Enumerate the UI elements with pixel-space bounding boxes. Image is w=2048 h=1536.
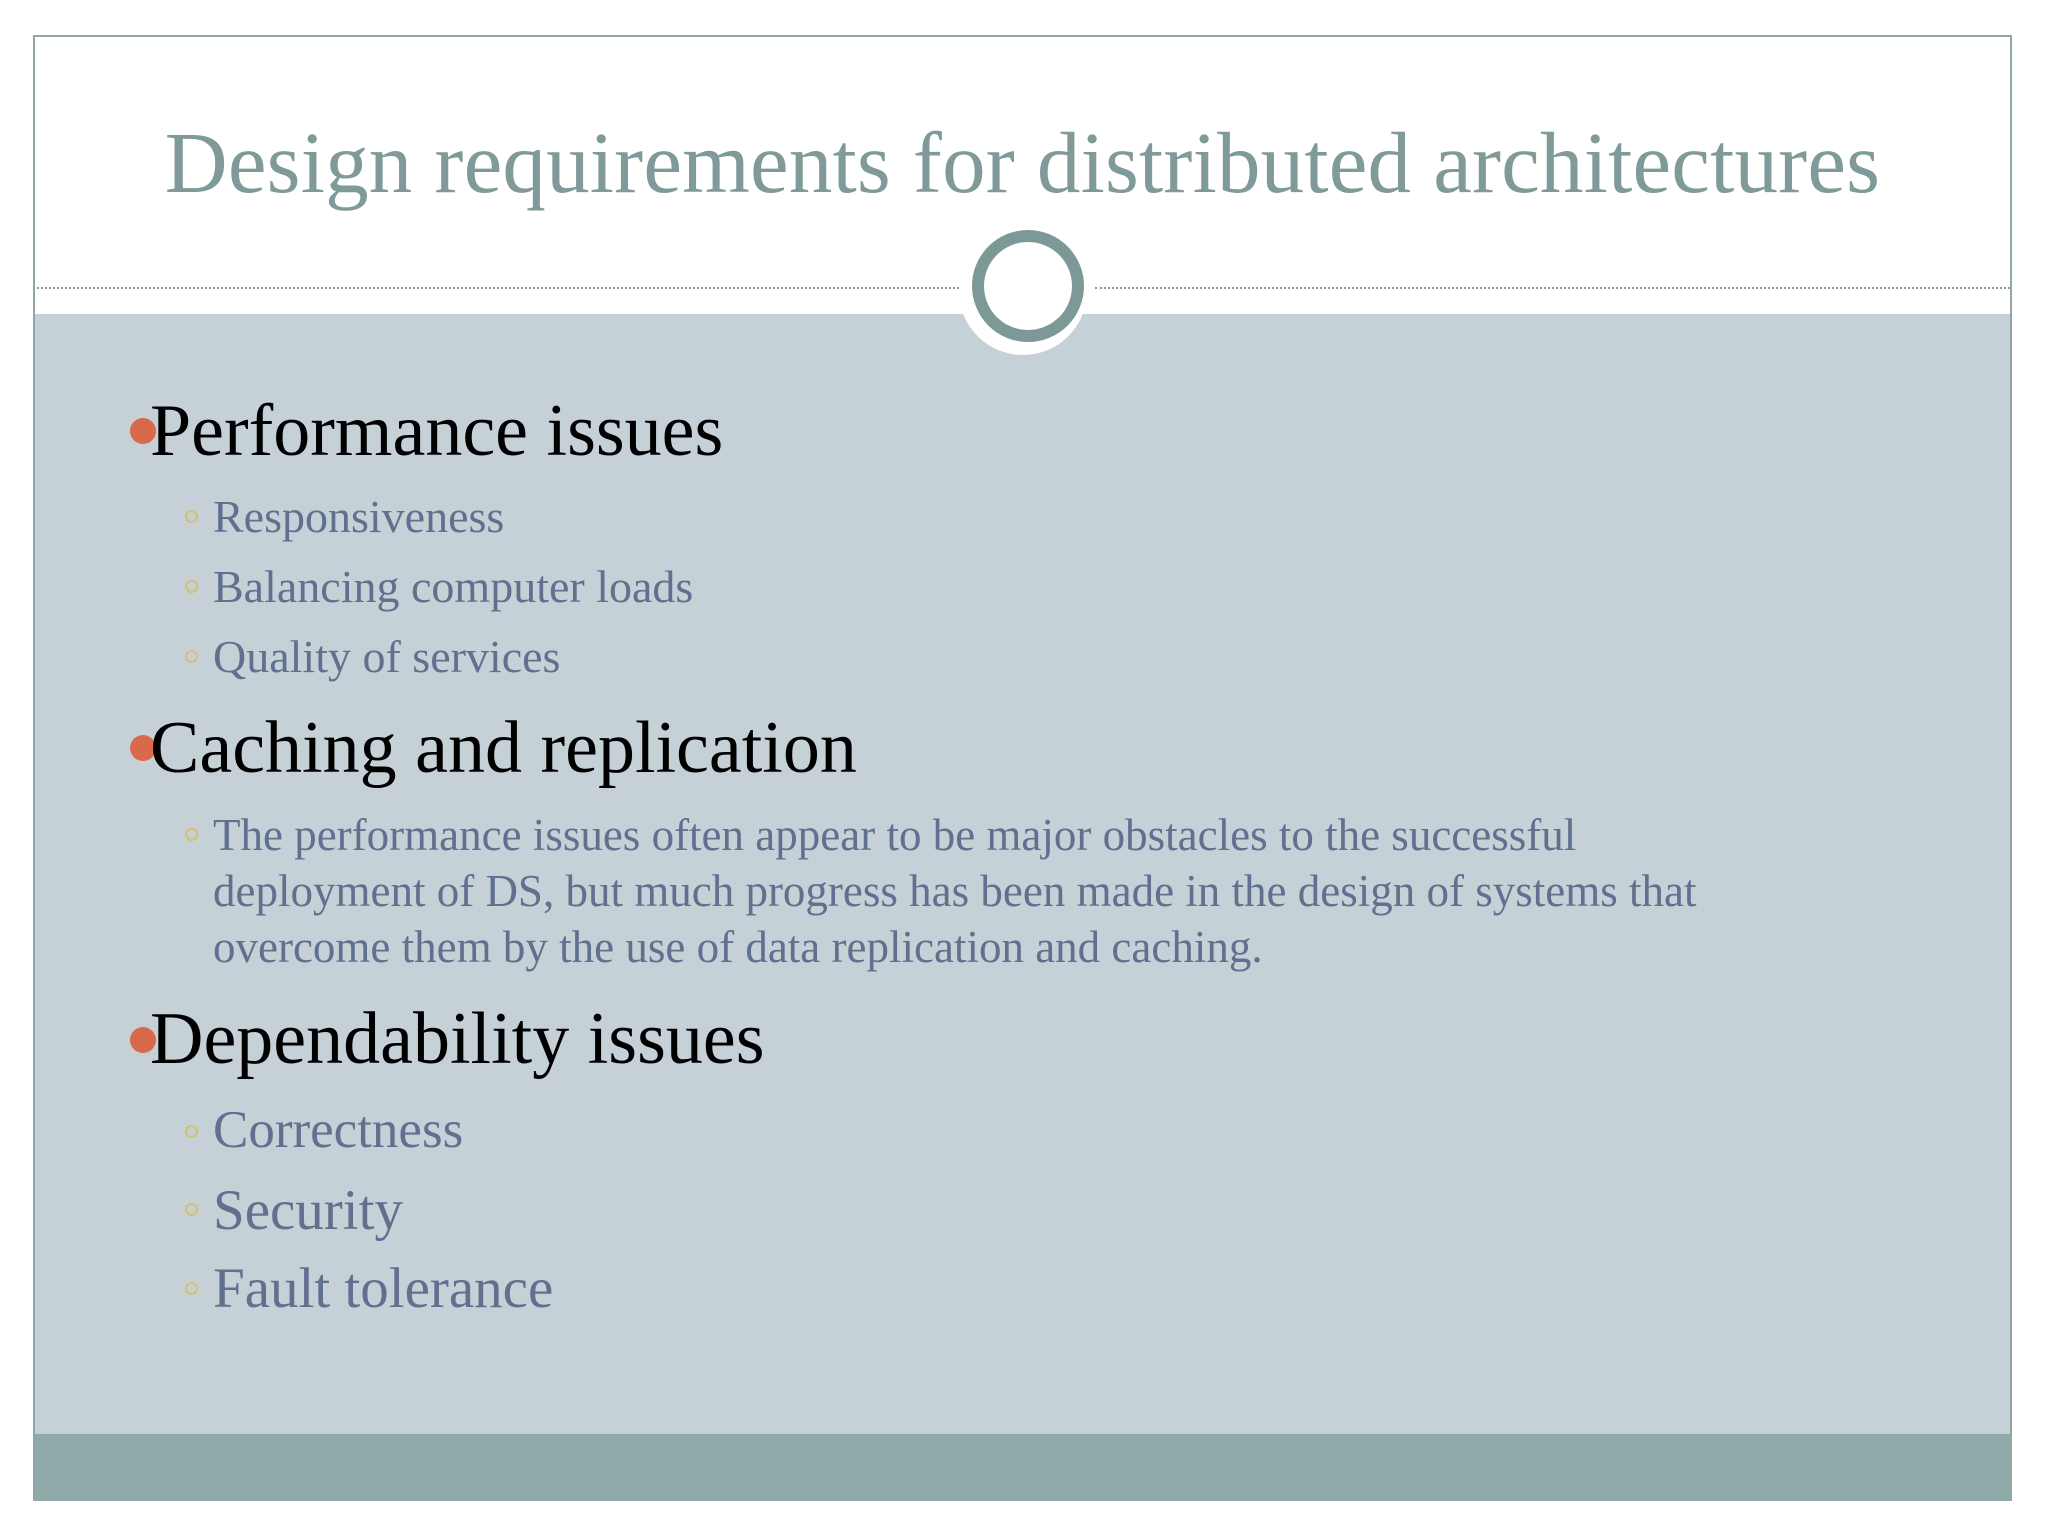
bullet-heading-caching: Caching and replication bbox=[150, 707, 857, 789]
sub-bullet-circle-icon bbox=[185, 1125, 198, 1138]
content-area bbox=[35, 314, 2010, 1434]
slide-title: Design requirements for distributed architectures bbox=[164, 114, 1881, 211]
paragraph-line: deployment of DS, but much progress has been made in the design of systems that bbox=[213, 866, 1697, 916]
sub-bullet-circle-icon bbox=[185, 510, 198, 523]
sub-bullet-circle-icon bbox=[185, 1203, 198, 1216]
sub-bullet-circle-icon bbox=[185, 650, 198, 663]
sub-bullet-balancing: Balancing computer loads bbox=[213, 561, 694, 612]
slide bbox=[33, 35, 2012, 1501]
paragraph-line: overcome them by the use of data replication and caching. bbox=[213, 922, 1263, 972]
ring-icon bbox=[972, 230, 1084, 342]
sub-bullet-responsiveness: Responsiveness bbox=[213, 491, 505, 542]
bullet-heading-dependability: Dependability issues bbox=[150, 998, 765, 1080]
caching-paragraph bbox=[213, 807, 1993, 975]
sub-bullet-circle-icon bbox=[185, 580, 198, 593]
title-divider-right bbox=[1095, 287, 2010, 289]
footer-band bbox=[35, 1434, 2010, 1501]
sub-bullet-security: Security bbox=[213, 1179, 403, 1242]
paragraph-line: The performance issues often appear to be major obstacles to the successful bbox=[213, 810, 1577, 860]
sub-bullet-quality: Quality of services bbox=[213, 631, 561, 682]
sub-bullet-fault-tolerance: Fault tolerance bbox=[213, 1257, 554, 1320]
sub-bullet-circle-icon bbox=[185, 1282, 198, 1295]
sub-bullet-correctness: Correctness bbox=[213, 1101, 464, 1159]
sub-bullet-circle-icon bbox=[185, 828, 198, 841]
bullet-heading-performance: Performance issues bbox=[150, 390, 724, 472]
title-divider-left bbox=[37, 287, 959, 289]
